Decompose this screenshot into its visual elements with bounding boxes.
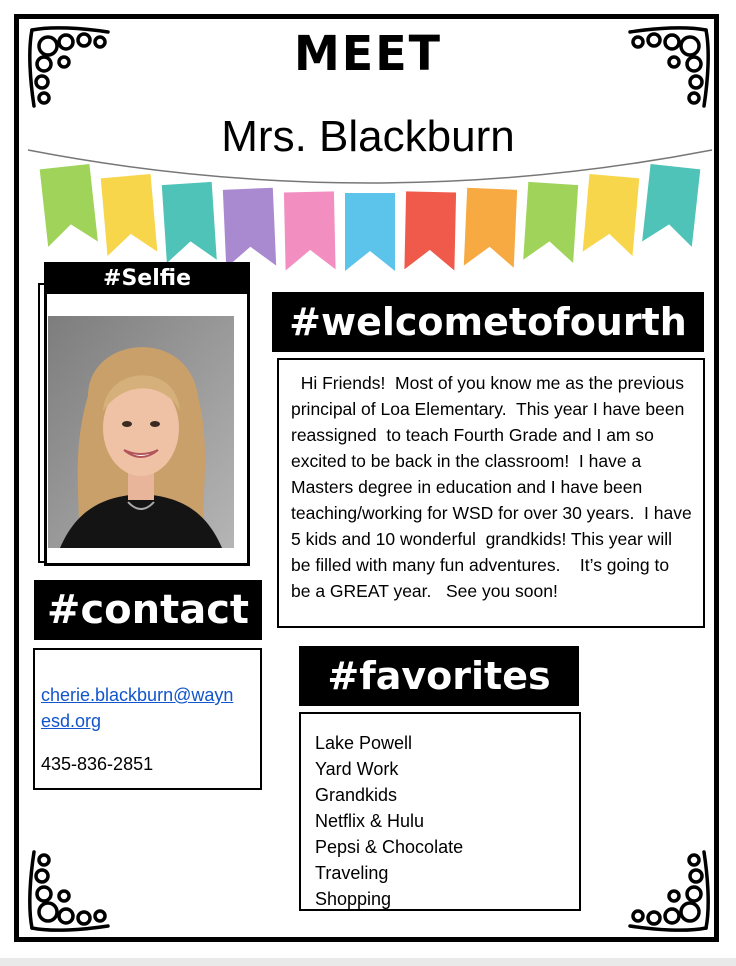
teacher-photo: [48, 316, 234, 548]
bunting-flag: [464, 188, 517, 268]
favorites-box: [299, 712, 581, 911]
bunting-flag: [101, 174, 158, 256]
favorite-item: Grandkids: [315, 785, 398, 805]
bunting-flag: [642, 164, 700, 247]
bunting-flag: [223, 188, 276, 268]
favorite-item: Netflix & Hulu: [315, 811, 425, 831]
phone-number: 435-836-2851: [41, 754, 154, 774]
welcome-message: Hi Friends! Most of you know me as the previous principal of Loa Elementary. This year I have been reassigned to teach Fourth Grade and I am so excited to be back in the classroom! I have a Masters degree in education and I have been teaching/working for WSD for over 30 years. I have 5 kids and 10 wonderful grandkids! This year will be filled with many fun adventures. It’s going to be a GREAT year. See you soon!: [291, 373, 697, 601]
favorite-item: Pepsi & Chocolate: [315, 837, 464, 857]
bunting-flag: [523, 182, 578, 263]
bunting-flag: [162, 182, 217, 263]
favorite-item: Lake Powell: [315, 733, 413, 753]
favorite-item: Yard Work: [315, 759, 399, 779]
bunting-flag: [40, 164, 98, 247]
contact-label: #contact: [34, 580, 262, 640]
bunting-banner: [20, 138, 720, 278]
welcome-box: [277, 358, 705, 628]
email-link[interactable]: cherie.blackburn@waynesd.org: [41, 685, 234, 731]
title-meet: MEET: [294, 24, 442, 82]
bunting-flag: [284, 191, 336, 270]
favorite-item: Shopping: [315, 889, 392, 909]
corner-swirl-bottom-left: [22, 846, 114, 938]
page-footer-band: [0, 958, 736, 966]
favorites-label: #favorites: [299, 646, 579, 706]
favorites-list: [315, 730, 579, 911]
corner-swirl-bottom-right: [624, 846, 716, 938]
bunting-flag: [404, 191, 456, 270]
welcome-label: #welcometofourth: [272, 292, 704, 352]
selfie-label: #Selfie: [44, 262, 250, 294]
bunting-flag: [345, 193, 395, 271]
teacher-name: Mrs. Blackburn: [221, 112, 515, 161]
contact-box: [33, 648, 262, 790]
favorite-item: Traveling: [315, 863, 389, 883]
bunting-flag: [583, 174, 640, 256]
